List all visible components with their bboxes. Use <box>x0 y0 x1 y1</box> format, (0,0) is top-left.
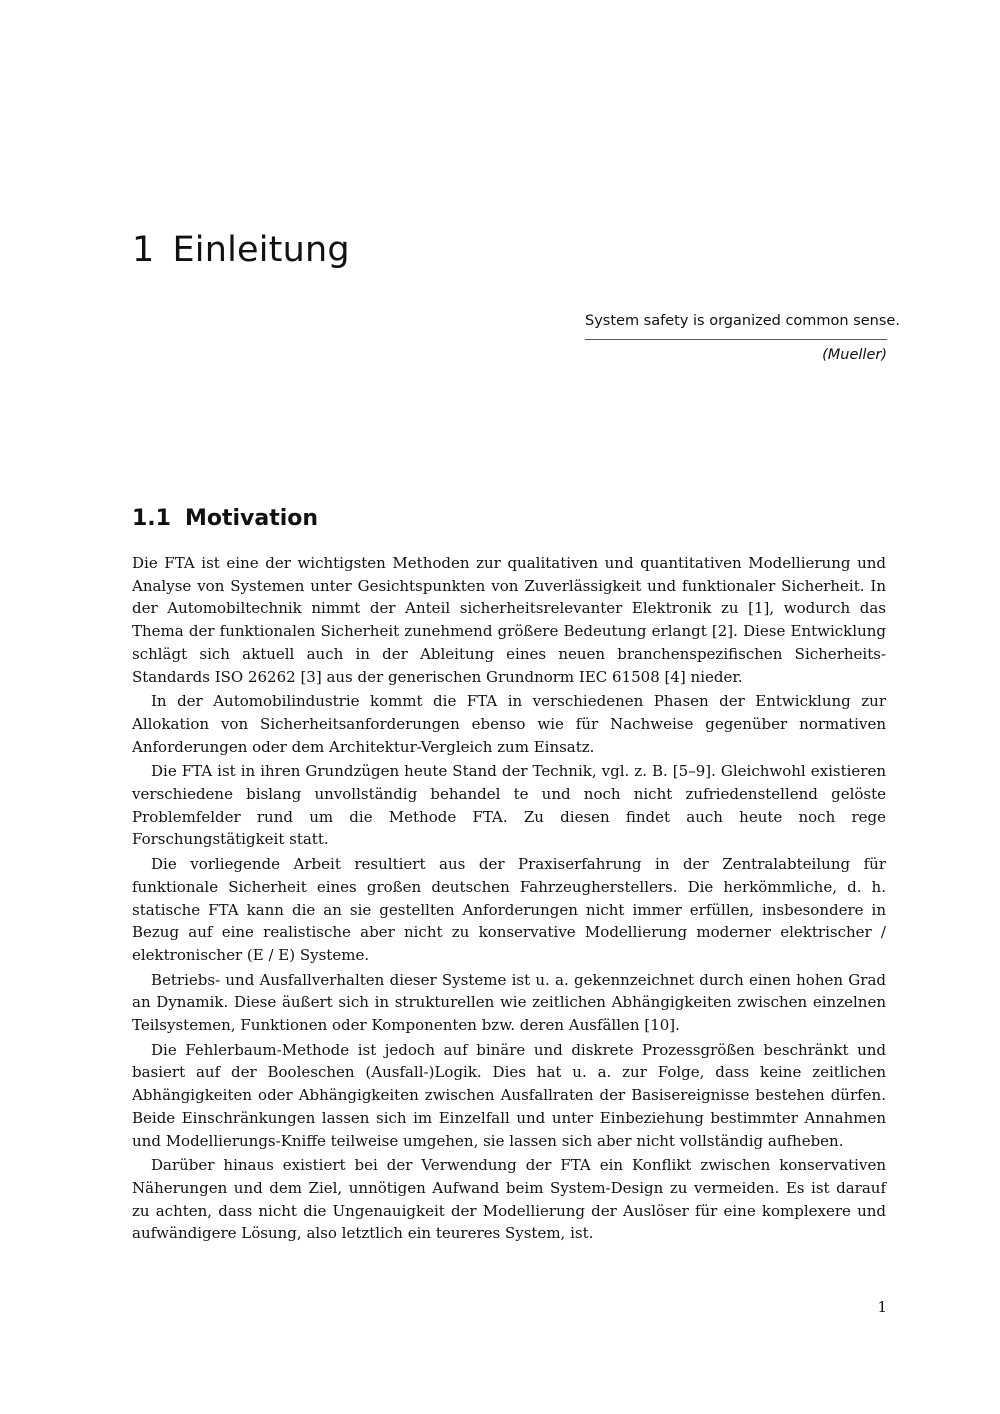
body-text <box>132 552 886 1245</box>
paragraph: Betriebs- und Ausfallverhalten dieser Systeme ist u. a. gekennzeichnet durch einen hohen Grad an Dynamik. Diese äußert sich in strukturellen wie zeitlichen Abhängigkeiten zwischen einzelnen Teilsystemen, Funktionen oder Komponenten bzw. deren Ausfällen [10]. <box>132 970 886 1035</box>
chapter-heading <box>132 228 350 272</box>
paragraph: Die FTA ist in ihren Grundzügen heute Stand der Technik, vgl. z. B. [5–9]. Gleichwohl existieren verschiedene bislang unvollständig behandel te und noch nicht zufriedenstellend gelöste Problemfelder rund um die Methode FTA. Zu diesen findet auch heute noch rege Forschungstätigkeit statt. <box>132 762 886 849</box>
section-number: 1.1 <box>132 506 171 531</box>
paragraph: Die vorliegende Arbeit resultiert aus der Praxiserfahrung in der Zentralabteilung für funktionale Sicherheit eines großen deutschen Fahrzeugherstellers. Die herkömmliche, d. h. statische FTA kann die an sie gestellten Anforderungen nicht immer erfüllen, insbesondere in Bezug auf eine realistische aber nicht zu konservative Modellierung moderner elektrischer / elektronischer (E / E) Systeme. <box>132 855 886 964</box>
chapter-title: Einleitung <box>172 230 350 270</box>
paragraph: Die Fehlerbaum-Methode ist jedoch auf binäre und diskrete Prozessgrößen beschränkt und basiert auf der Booleschen (Ausfall-)Logik. Dies hat u. a. zur Folge, dass keine zeitlichen Abhängigkeiten oder Abhängigkeiten zwischen Ausfallraten der Basisereignisse bestehen dürfen. Beide Einschränkungen lassen sich im Einzelfall und unter Einbeziehung bestimmter Annahmen und Modellierungs-Kniffe teilweise umgehen, sie lassen sich aber nicht vollständig aufheben. <box>132 1040 886 1150</box>
paragraph: In der Automobilindustrie kommt die FTA in verschiedenen Phasen der Entwicklung zur Allokation von Sicherheitsanforderungen ebenso wie für Nachweise gegenüber normativen Anforderungen oder dem Architektur-Vergleich zum Einsatz. <box>132 692 886 756</box>
section-title: Motivation <box>184 506 319 531</box>
chapter-number: 1 <box>132 230 155 270</box>
epigraph-quote: System safety is organized common sense. <box>585 310 887 340</box>
epigraph-author: (Mueller) <box>822 347 887 363</box>
page-number: 1 <box>877 1298 887 1316</box>
paragraph: Darüber hinaus existiert bei der Verwendung der FTA ein Konflikt zwischen konservativen Näherungen und dem Ziel, unnötigen Aufwand beim System-Design zu vermeiden. Es ist darauf zu achten, dass nicht die Ungenauigkeit der Modellierung der Auslöser für eine komplexere und aufwändigere Lösung, also letztlich ein teureres System, ist. <box>132 1156 886 1243</box>
section-heading <box>132 503 318 535</box>
paragraph: Die FTA ist eine der wichtigsten Methoden zur qualitativen und quantitativen Modellierung und Analyse von Systemen unter Gesichtspunkten von Zuverlässigkeit und funktionaler Sicherheit. In der Automobiltechnik nimmt der Anteil sicherheitsrelevanter Elektronik zu [1], wodurch das Thema der funktionalen Sicherheit zunehmend größere Bedeutung erlangt [2]. Diese Entwicklung schlägt sich aktuell auch in der Ableitung eines neuen branchenspezifischen Sicherheits-Standards ISO 26262 [3] aus der generischen Grundnorm IEC 61508 [4] nieder. <box>132 554 886 686</box>
epigraph <box>585 310 900 366</box>
